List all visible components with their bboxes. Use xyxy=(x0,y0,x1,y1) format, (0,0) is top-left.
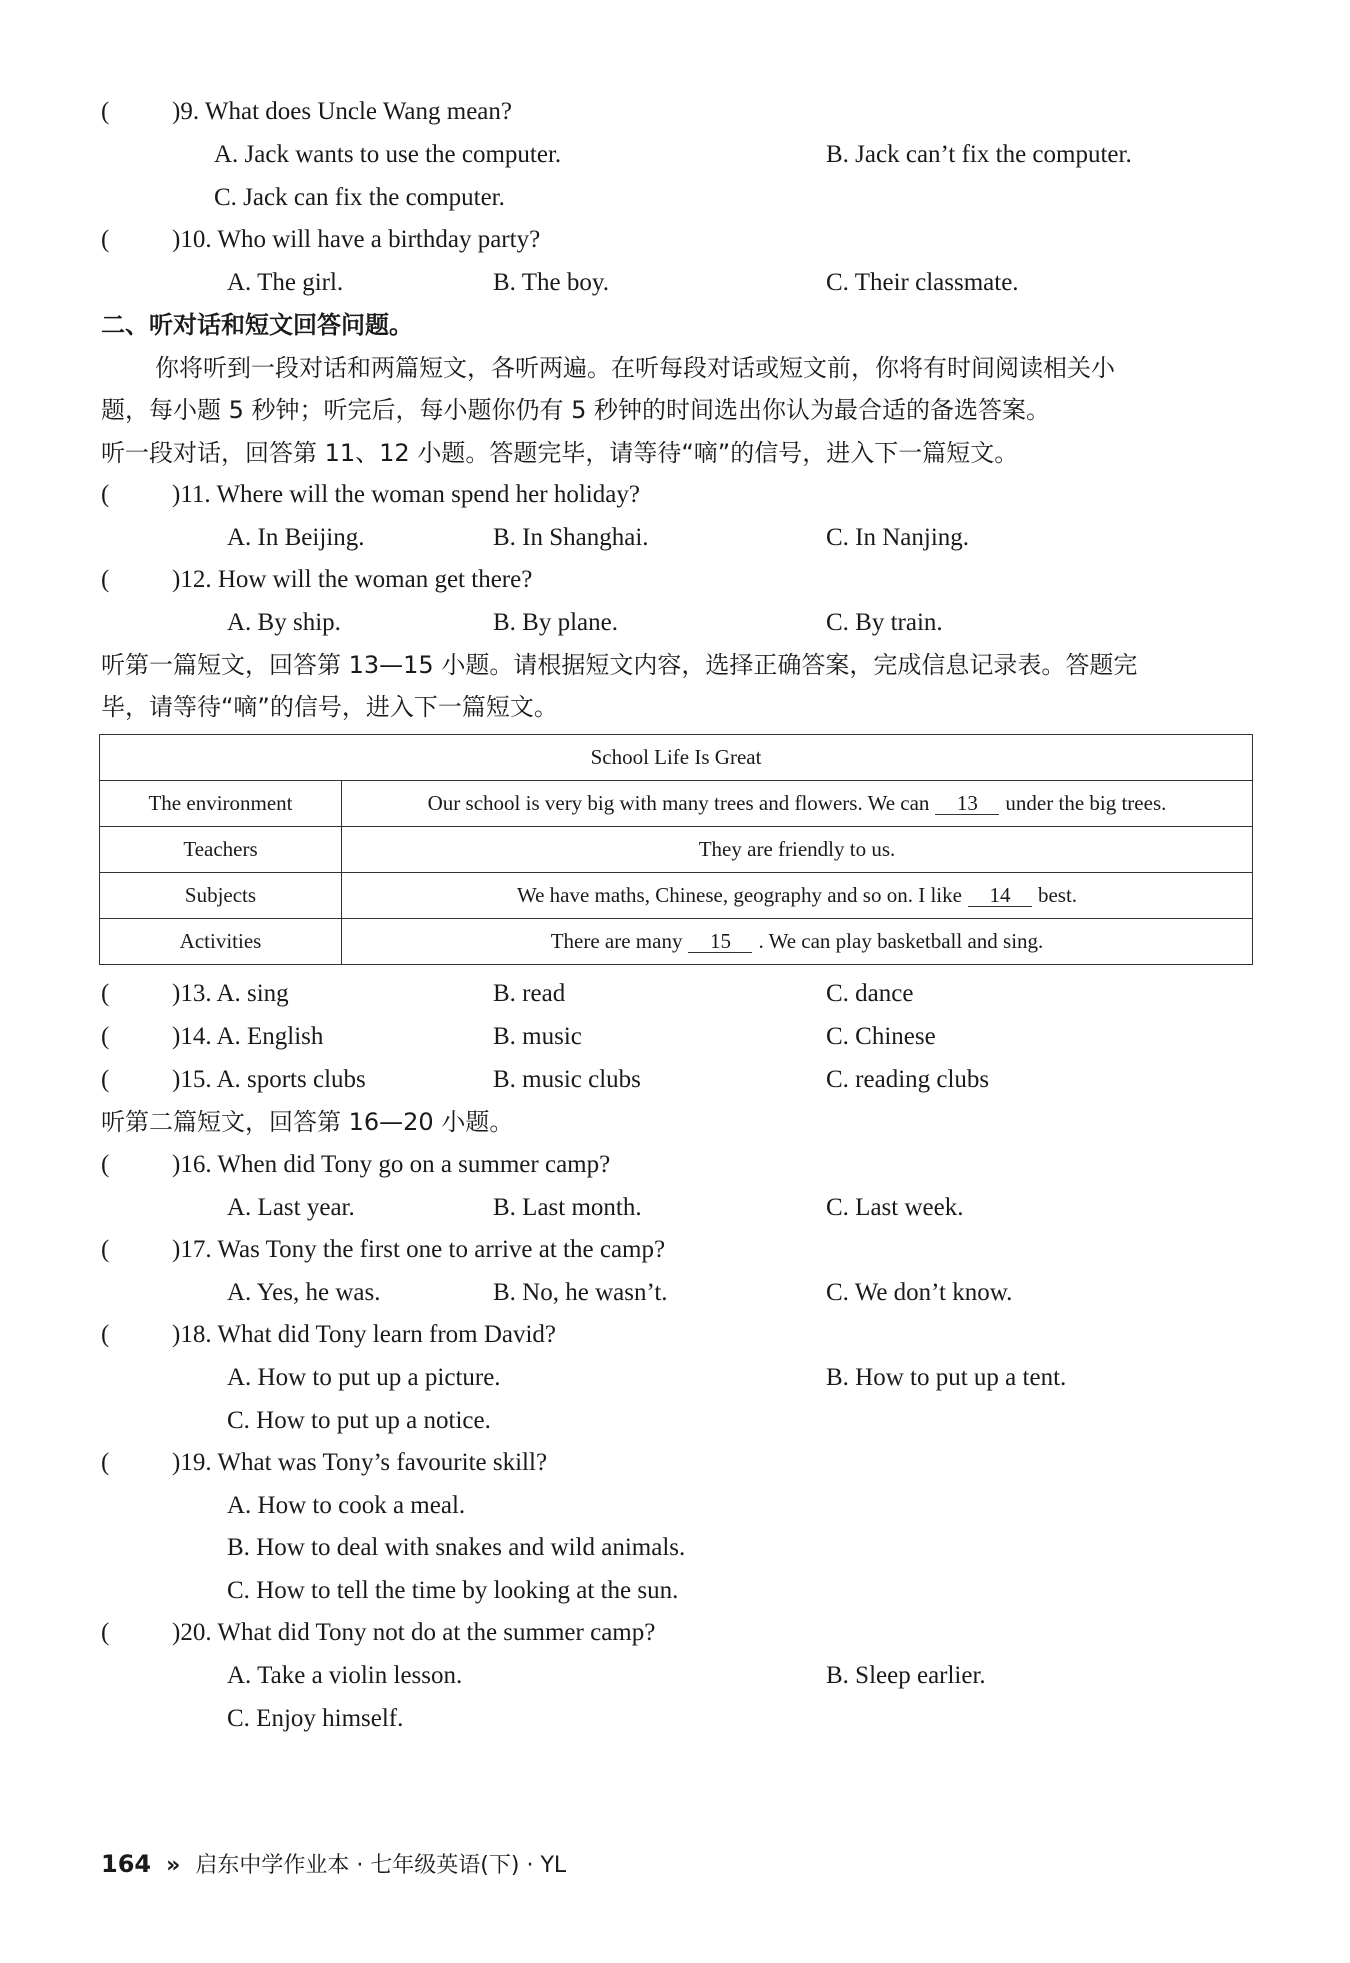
question-13: )13. A. sing xyxy=(172,980,289,1007)
dialog-instruction: 听一段对话，回答第 11、12 小题。答题完毕，请等待“嘀”的信号，进入下一篇短文。 xyxy=(101,439,1019,467)
row-content-activities: There are many 15 . We can play basketball and sing. xyxy=(342,919,1253,965)
q10-option-a: A. The girl. xyxy=(227,269,344,296)
q9-option-a: A. Jack wants to use the computer. xyxy=(214,141,562,168)
blank-13: 13 xyxy=(935,792,999,815)
q19-option-c: C. How to tell the time by looking at the sun. xyxy=(227,1577,679,1604)
q12-option-c: C. By train. xyxy=(826,609,943,636)
page-number: 164 xyxy=(101,1850,152,1878)
q18-option-b: B. How to put up a tent. xyxy=(826,1364,1067,1391)
row-content-teachers: They are friendly to us. xyxy=(342,827,1253,873)
answer-paren: ( xyxy=(101,1151,110,1178)
question-9: )9. What does Uncle Wang mean? xyxy=(172,98,513,125)
passage2-instruction: 听第二篇短文，回答第 16—20 小题。 xyxy=(101,1108,514,1136)
section-intro-line2: 题，每小题 5 秒钟；听完后，每小题你仍有 5 秒钟的时间选出你认为最合适的备选答案。 xyxy=(101,396,1051,424)
question-18: )18. What did Tony learn from David? xyxy=(172,1321,557,1348)
q17-option-c: C. We don’t know. xyxy=(826,1279,1013,1306)
q13-option-c: C. dance xyxy=(826,980,914,1007)
passage1-instruction-line2: 毕，请等待“嘀”的信号，进入下一篇短文。 xyxy=(101,693,558,721)
blank-14: 14 xyxy=(968,884,1032,907)
answer-paren: ( xyxy=(101,98,110,125)
question-20: )20. What did Tony not do at the summer camp? xyxy=(172,1619,656,1646)
row-label-activities: Activities xyxy=(100,919,342,965)
q17-option-b: B. No, he wasn’t. xyxy=(493,1279,668,1306)
info-record-table xyxy=(99,734,1253,965)
q20-option-c: C. Enjoy himself. xyxy=(227,1705,404,1732)
table-title: School Life Is Great xyxy=(100,735,1253,781)
q12-option-a: A. By ship. xyxy=(227,609,341,636)
section-intro-line1: 你将听到一段对话和两篇短文，各听两遍。在听每段对话或短文前，你将有时间阅读相关小 xyxy=(155,354,1115,382)
q9-option-b: B. Jack can’t fix the computer. xyxy=(826,141,1132,168)
row-label-environment: The environment xyxy=(100,781,342,827)
question-12: )12. How will the woman get there? xyxy=(172,566,533,593)
answer-paren: ( xyxy=(101,1236,110,1263)
q17-option-a: A. Yes, he was. xyxy=(227,1279,381,1306)
table-row xyxy=(100,873,1253,919)
page-footer xyxy=(101,1848,566,1879)
table-row xyxy=(100,781,1253,827)
q11-option-a: A. In Beijing. xyxy=(227,524,365,551)
answer-paren: ( xyxy=(101,566,110,593)
answer-paren: ( xyxy=(101,1449,110,1476)
q20-option-b: B. Sleep earlier. xyxy=(826,1662,986,1689)
q15-option-c: C. reading clubs xyxy=(826,1066,990,1093)
question-11: )11. Where will the woman spend her holiday? xyxy=(172,481,640,508)
passage1-instruction-line1: 听第一篇短文，回答第 13—15 小题。请根据短文内容，选择正确答案，完成信息记录表。答题完 xyxy=(101,651,1138,679)
question-15: )15. A. sports clubs xyxy=(172,1066,366,1093)
q14-option-b: B. music xyxy=(493,1023,582,1050)
answer-paren: ( xyxy=(101,481,110,508)
answer-paren: ( xyxy=(101,226,110,253)
q18-option-c: C. How to put up a notice. xyxy=(227,1407,491,1434)
q16-option-c: C. Last week. xyxy=(826,1194,964,1221)
q11-option-b: B. In Shanghai. xyxy=(493,524,649,551)
q11-option-c: C. In Nanjing. xyxy=(826,524,970,551)
book-title: 启东中学作业本 · 七年级英语(下) · YL xyxy=(195,1853,567,1878)
blank-15: 15 xyxy=(688,930,752,953)
answer-paren: ( xyxy=(101,980,110,1007)
q19-option-b: B. How to deal with snakes and wild animals. xyxy=(227,1534,686,1561)
question-17: )17. Was Tony the first one to arrive at the camp? xyxy=(172,1236,666,1263)
q16-option-a: A. Last year. xyxy=(227,1194,355,1221)
question-10: )10. Who will have a birthday party? xyxy=(172,226,541,253)
q16-option-b: B. Last month. xyxy=(493,1194,642,1221)
q14-option-c: C. Chinese xyxy=(826,1023,936,1050)
section-heading: 二、听对话和短文回答问题。 xyxy=(101,311,413,339)
table-row xyxy=(100,919,1253,965)
q18-option-a: A. How to put up a picture. xyxy=(227,1364,501,1391)
q20-option-a: A. Take a violin lesson. xyxy=(227,1662,463,1689)
answer-paren: ( xyxy=(101,1023,110,1050)
q13-option-b: B. read xyxy=(493,980,566,1007)
q12-option-b: B. By plane. xyxy=(493,609,618,636)
answer-paren: ( xyxy=(101,1066,110,1093)
question-14: )14. A. English xyxy=(172,1023,324,1050)
double-chevron-icon: » xyxy=(166,1853,181,1878)
q10-option-c: C. Their classmate. xyxy=(826,269,1019,296)
table-row xyxy=(100,827,1253,873)
q19-option-a: A. How to cook a meal. xyxy=(227,1492,466,1519)
q15-option-b: B. music clubs xyxy=(493,1066,641,1093)
question-19: )19. What was Tony’s favourite skill? xyxy=(172,1449,548,1476)
row-content-environment: Our school is very big with many trees and flowers. We can 13 under the big trees. xyxy=(342,781,1253,827)
q9-option-c: C. Jack can fix the computer. xyxy=(214,184,505,211)
row-label-teachers: Teachers xyxy=(100,827,342,873)
answer-paren: ( xyxy=(101,1619,110,1646)
row-content-subjects: We have maths, Chinese, geography and so on. I like 14 best. xyxy=(342,873,1253,919)
answer-paren: ( xyxy=(101,1321,110,1348)
q10-option-b: B. The boy. xyxy=(493,269,609,296)
question-16: )16. When did Tony go on a summer camp? xyxy=(172,1151,611,1178)
row-label-subjects: Subjects xyxy=(100,873,342,919)
